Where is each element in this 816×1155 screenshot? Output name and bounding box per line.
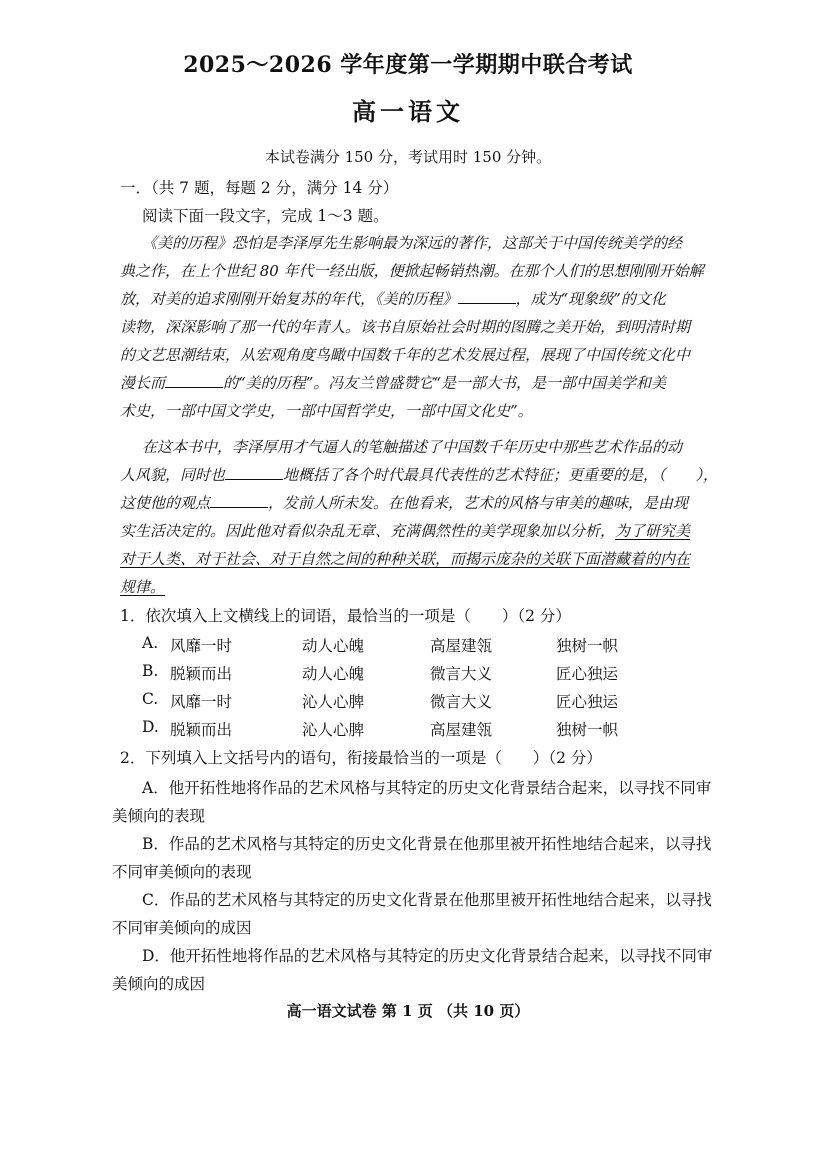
question-1-stem: 1．依次填入上文横线上的词语，最恰当的一项是（ ）（2 分） — [120, 607, 571, 625]
passage-line: 在这本书中，李泽厚用才气逼人的笔触描述了中国数千年历史中那些艺术作品的动 — [142, 438, 683, 456]
option-word: 独树一帜 — [556, 637, 619, 655]
option-word: 匠心独运 — [556, 665, 619, 683]
q1-option-d[interactable] — [142, 718, 702, 742]
fill-blank — [210, 493, 268, 508]
option-word: 微言大义 — [430, 693, 493, 711]
q2-option-c[interactable]: C．作品的艺术风格与其特定的历史文化背景在他那里被开拓性地结合起来，以寻找 — [142, 891, 712, 909]
fill-blank — [225, 465, 283, 480]
exam-info: 本试卷满分 150 分，考试用时 150 分钟。 — [264, 148, 552, 166]
section-heading: 一．（共 7 题，每题 2 分，满分 14 分） — [120, 179, 399, 197]
q2-option-a[interactable]: A．他开拓性地将作品的艺术风格与其特定的历史文化背景结合起来，以寻找不同审 — [142, 779, 712, 797]
option-label: B. — [142, 662, 159, 680]
q2-option-b-cont: 不同审美倾向的表现 — [112, 863, 252, 881]
option-word: 脱颖而出 — [170, 665, 233, 683]
option-word: 动人心魄 — [302, 665, 365, 683]
option-word: 风靡一时 — [170, 637, 233, 655]
passage-line: 典之作，在上个世纪 80 年代一经出版，便掀起畅销热潮。在那个人们的思想刚刚开始解 — [120, 262, 704, 280]
passage-text: 地概括了各个时代最具代表性的艺术特征；更重要的是，（ ）， — [283, 466, 719, 484]
page-footer: 高一语文试卷 第 1 页 （共 10 页） — [286, 1002, 530, 1020]
passage-line — [120, 288, 666, 309]
underlined-sentence: 为了研究美 — [615, 522, 691, 540]
passage-text: 这使他的观点 — [120, 494, 211, 512]
option-word: 匠心独运 — [556, 693, 619, 711]
passage-text: 的“美的历程”。冯友兰曾盛赞它“是一部大书，是一部中国美学和美 — [223, 374, 667, 392]
q2-option-b[interactable]: B．作品的艺术风格与其特定的历史文化背景在他那里被开拓性地结合起来，以寻找 — [142, 835, 712, 853]
q2-option-c-cont: 不同审美倾向的成因 — [112, 919, 252, 937]
passage-text: 人风貌，同时也 — [120, 466, 226, 484]
passage-line — [120, 520, 690, 541]
passage-line: 读物，深深影响了那一代的年青人。该书自原始社会时期的图腾之美开始，到明清时期 — [120, 318, 691, 336]
q2-option-d[interactable]: D．他开拓性地将作品的艺术风格与其特定的历史文化背景结合起来，以寻找不同审 — [142, 947, 713, 965]
passage-text: 实生活决定的。因此他对看似杂乱无章、充满偶然性的美学现象加以分析， — [120, 522, 616, 540]
exam-subject: 高一语文 — [352, 97, 464, 126]
option-word: 微言大义 — [430, 665, 493, 683]
option-word: 动人心魄 — [302, 637, 365, 655]
passage-line — [120, 372, 666, 393]
passage-line — [120, 464, 718, 485]
passage-text: ，成为“现象级”的文化 — [515, 290, 666, 308]
passage-line: 《美的历程》恐怕是李泽厚先生影响最为深远的著作，这部关于中国传统美学的经 — [142, 234, 683, 252]
passage-text: 漫长而 — [120, 374, 166, 392]
passage-text: 放，对美的追求刚刚开始复苏的年代，《美的历程》 — [120, 290, 458, 308]
q1-option-a[interactable] — [142, 634, 702, 658]
q2-option-a-cont: 美倾向的表现 — [112, 807, 206, 825]
passage-line: 的文艺思潮结束，从宏观角度鸟瞰中国数千年的艺术发展过程，展现了中国传统文化中 — [120, 346, 691, 364]
underlined-sentence: 对于人类、对于社会、对于自然之间的种种关联，而揭示庞杂的关联下面潜藏着的内在 — [120, 550, 691, 568]
option-word: 沁人心脾 — [302, 721, 365, 739]
exam-title: 2025～2026 学年度第一学期期中联合考试 — [183, 52, 633, 78]
q2-option-d-cont: 美倾向的成因 — [112, 975, 206, 993]
option-word: 风靡一时 — [170, 693, 233, 711]
question-2-stem: 2．下列填入上文括号内的语句，衔接最恰当的一项是（ ）（2 分） — [120, 749, 602, 767]
option-word: 沁人心脾 — [302, 693, 365, 711]
passage-line — [120, 492, 688, 513]
reading-instruction: 阅读下面一段文字，完成 1～3 题。 — [142, 207, 389, 225]
option-word: 高屋建瓴 — [430, 637, 493, 655]
option-word: 独树一帜 — [556, 721, 619, 739]
q1-option-c[interactable] — [142, 690, 702, 714]
underlined-sentence: 规律。 — [120, 578, 166, 596]
fill-blank — [165, 373, 223, 388]
fill-blank — [458, 289, 516, 304]
option-label: C. — [142, 690, 159, 708]
option-label: A. — [142, 634, 159, 652]
option-word: 高屋建瓴 — [430, 721, 493, 739]
option-word: 脱颖而出 — [170, 721, 233, 739]
passage-line: 术史，一部中国文学史，一部中国哲学史，一部中国文化史”。 — [120, 402, 533, 420]
option-label: D. — [142, 718, 159, 736]
passage-text: ，发前人所未发。在他看来，艺术的风格与审美的趣味，是由现 — [268, 494, 689, 512]
q1-option-b[interactable] — [142, 662, 702, 686]
